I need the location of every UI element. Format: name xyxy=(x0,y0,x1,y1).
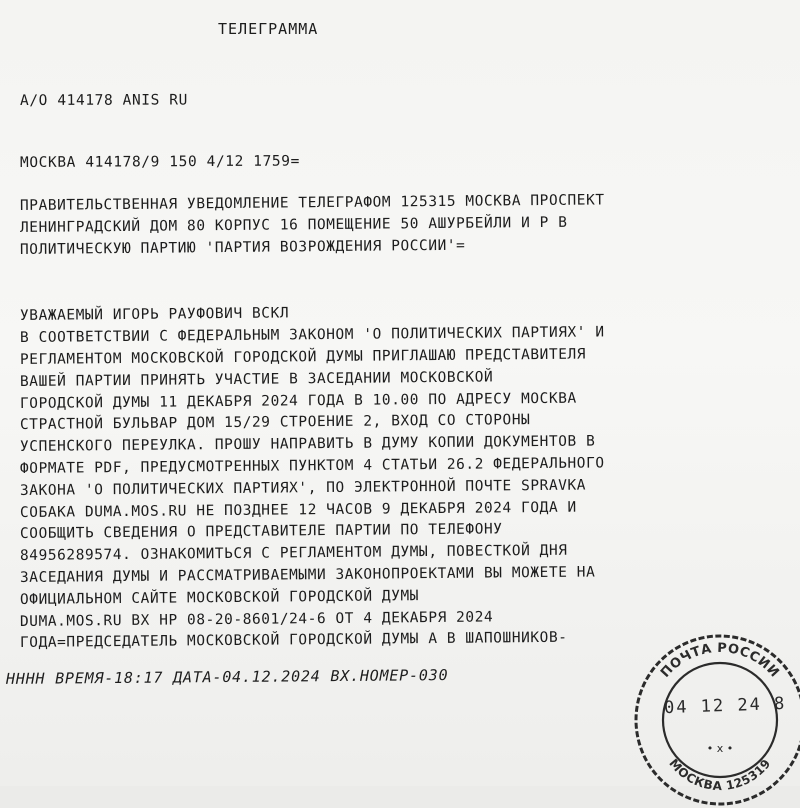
letter-line: СООБЩИТЬ СВЕДЕНИЯ О ПРЕДСТАВИТЕЛЕ ПАРТИИ ПО ТЕЛЕФОНУ xyxy=(19,521,503,543)
letter-line: ЗАСЕДАНИЯ ДУМЫ И РАССМАТРИВАЕМЫМИ ЗАКОНОПРОЕКТАМИ ВЫ МОЖЕТЕ НА xyxy=(19,564,596,586)
letter-line: СТРАСТНОЙ БУЛЬВАР ДОМ 15/29 СТРОЕНИЕ 2, ВХОД СО СТОРОНЫ xyxy=(19,412,531,434)
stamp-outer-ring xyxy=(636,636,800,804)
letter-line: ФОРМАТЕ PDF, ПРЕДУСМОТРЕННЫХ ПУНКТОМ 4 СТАТЬИ 26.2 ФЕДЕРАЛЬНОГО xyxy=(19,455,605,477)
footer-line: НННН ВРЕМЯ-18:17 ДАТА-04.12.2024 ВХ.НОМЕР-030 xyxy=(5,666,449,688)
letter-line: УВАЖАЕМЫЙ ИГОРЬ РАУФОВИЧ ВСКЛ xyxy=(19,305,290,325)
stamp-top-text: ПОЧТА РОССИИ xyxy=(658,640,782,681)
letter-line: ОФИЦИАЛЬНОМ САЙТЕ МОСКОВСКОЙ ГОРОДСКОЙ ДУМЫ xyxy=(19,587,420,608)
stamp-bottom-text: МОСКВА 125319 xyxy=(666,756,774,794)
letter-line: СОБАКА DUMA.MOS.RU НЕ ПОЗДНЕЕ 12 ЧАСОВ 9 ДЕКАБРЯ 2024 ГОДА И xyxy=(19,499,577,521)
letter-line: В СООТВЕТСТВИИ С ФЕДЕРАЛЬНЫМ ЗАКОНОМ 'О ПОЛИТИЧЕСКИХ ПАРТИЯХ' И xyxy=(19,324,605,347)
letter-line: ВАШЕЙ ПАРТИИ ПРИНЯТЬ УЧАСТИЕ В ЗАСЕДАНИИ МОСКОВСКОЙ xyxy=(19,369,494,390)
stamp-mid-text: • x • xyxy=(706,742,734,755)
telegram-body xyxy=(19,192,780,655)
letter-line: УСПЕНСКОГО ПЕРЕУЛКА. ПРОШУ НАПРАВИТЬ В ДУМУ КОПИИ ДОКУМЕНТОВ В xyxy=(19,433,596,456)
letter-line: РЕГЛАМЕНТОМ МОСКОВСКОЙ ГОРОДСКОЙ ДУМЫ ПРИГЛАШАЮ ПРЕДСТАВИТЕЛЯ xyxy=(19,346,587,368)
letter-line: ГОДА=ПРЕДСЕДАТЕЛЬ МОСКОВСКОЙ ГОРОДСКОЙ ДУМЫ А В ШАПОШНИКОВ- xyxy=(19,630,568,652)
route-line: МОСКВА 414178/9 150 4/12 1759= xyxy=(19,153,300,171)
postal-stamp xyxy=(630,628,800,808)
letter-line: ЗАКОНА 'О ПОЛИТИЧЕСКИХ ПАРТИЯХ', ПО ЭЛЕКТРОННОЙ ПОЧТЕ SPRAVKA xyxy=(19,477,587,499)
body-line: ПОЛИТИЧЕСКУЮ ПАРТИЮ 'ПАРТИЯ ВОЗРОЖДЕНИЯ РОССИИ'= xyxy=(19,237,466,258)
letter-line: ГОРОДСКОЙ ДУМЫ 11 ДЕКАБРЯ 2024 ГОДА В 10.00 ПО АДРЕСУ МОСКВА xyxy=(19,390,577,412)
address-line: А/О 414178 ANIS RU xyxy=(19,92,188,109)
body-line: ЛЕНИНГРАДСКИЙ ДОМ 80 КОРПУС 16 ПОМЕЩЕНИЕ 50 АШУРБЕЙЛИ И Р В xyxy=(19,214,568,236)
letter-line: DUMA.MOS.RU ВХ НР 08-20-8601/24-6 ОТ 4 ДЕКАБРЯ 2024 xyxy=(19,609,494,630)
letter-line: 84956289574. ОЗНАКОМИТЬСЯ С РЕГЛАМЕНТОМ ДУМЫ, ПОВЕСТКОЙ ДНЯ xyxy=(19,542,568,565)
document-title: ТЕЛЕГРАММА xyxy=(218,20,319,38)
stamp-date: 04 12 24 8 xyxy=(663,693,787,719)
body-line: ПРАВИТЕЛЬСТВЕННАЯ УВЕДОМЛЕНИЕ ТЕЛЕГРАФОМ 125315 МОСКВА ПРОСПЕКТ xyxy=(19,192,605,214)
